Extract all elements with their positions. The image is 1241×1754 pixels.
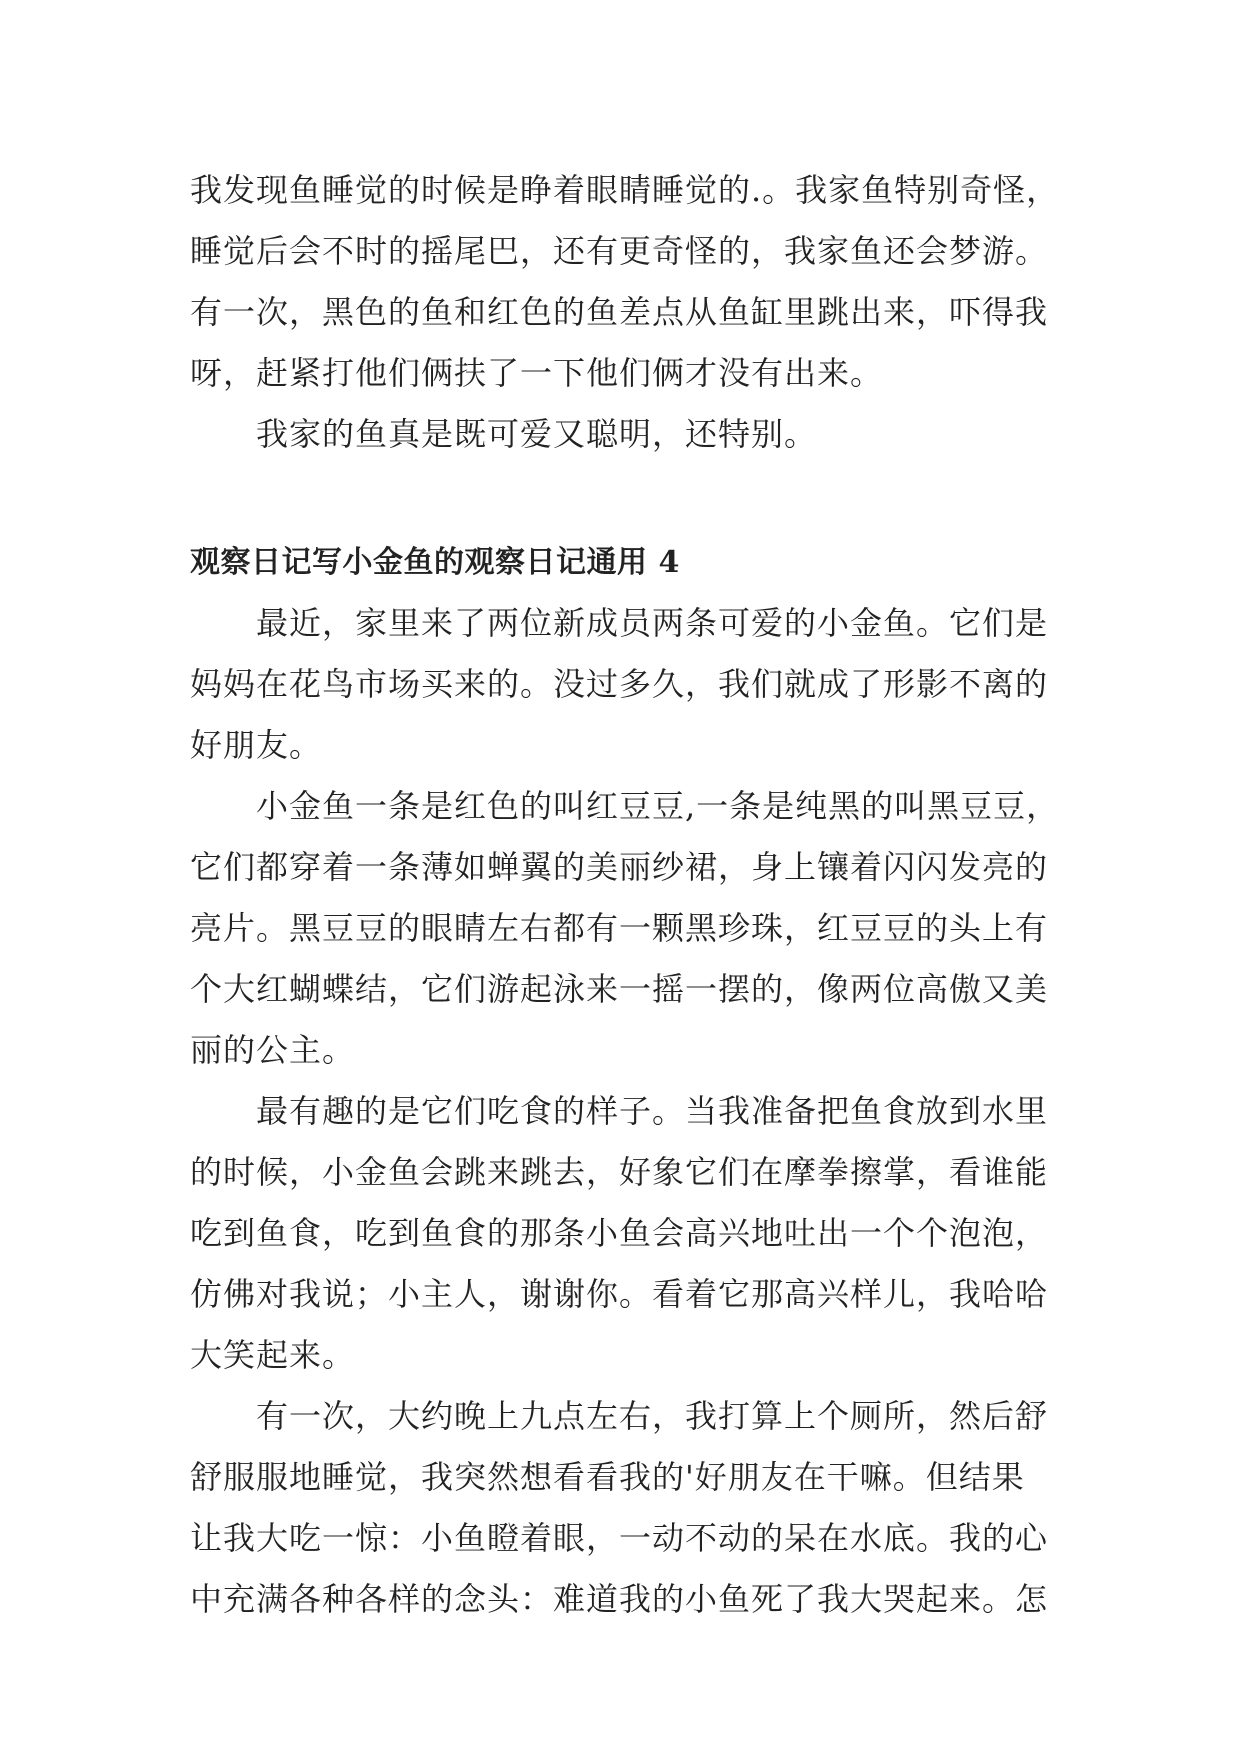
- text-line: 吃到鱼食，吃到鱼食的那条小鱼会高兴地吐出一个个泡泡，: [190, 1214, 1049, 1252]
- paragraph-1: [190, 593, 1070, 776]
- paragraph-2: [190, 776, 1070, 1081]
- text-line: 妈妈在花鸟市场买来的。没过多久，我们就成了形影不离的: [190, 665, 1049, 703]
- text-line: 我家的鱼真是既可爱又聪明，还特别。: [256, 415, 818, 453]
- text-line: 睡觉后会不时的摇尾巴，还有更奇怪的，我家鱼还会梦游。: [190, 232, 1049, 270]
- text-line: 仿佛对我说；小主人，谢谢你。看着它那高兴样儿，我哈哈: [190, 1275, 1049, 1313]
- text-line: 丽的公主。: [190, 1031, 356, 1069]
- text-line: 亮片。黑豆豆的眼睛左右都有一颗黑珍珠，红豆豆的头上有: [190, 909, 1049, 947]
- document-body: [190, 160, 1070, 1630]
- text-line: 中充满各种各样的念头：难道我的小鱼死了我大哭起来。怎: [190, 1580, 1049, 1618]
- text-line: 最近，家里来了两位新成员两条可爱的小金鱼。它们是: [256, 604, 1049, 642]
- text-line: 大笑起来。: [190, 1336, 356, 1374]
- text-line: 我发现鱼睡觉的时候是睁着眼睛睡觉的.。我家鱼特别奇怪，: [190, 171, 1060, 209]
- text-line: 小金鱼一条是红色的叫红豆豆,一条是纯黑的叫黑豆豆，: [256, 787, 1060, 825]
- paragraph-3: [190, 1081, 1070, 1386]
- text-line: 最有趣的是它们吃食的样子。当我准备把鱼食放到水里: [256, 1092, 1049, 1130]
- intro-paragraph: [190, 160, 1070, 404]
- closing-paragraph: [190, 404, 1070, 465]
- text-line: 个大红蝴蝶结，它们游起泳来一摇一摆的，像两位高傲又美: [190, 970, 1049, 1008]
- text-line: 舒服服地睡觉，我突然想看看我的'好朋友在干嘛。但结果: [190, 1458, 1025, 1496]
- section-title: 观察日记写小金鱼的观察日记通用 4: [190, 545, 680, 580]
- text-line: 的时候，小金鱼会跳来跳去，好象它们在摩拳擦掌，看谁能: [190, 1153, 1049, 1191]
- text-line: 有一次，大约晚上九点左右，我打算上个厕所，然后舒: [256, 1397, 1049, 1435]
- text-line: 呀，赶紧打他们俩扶了一下他们俩才没有出来。: [190, 354, 884, 392]
- text-line: 有一次，黑色的鱼和红色的鱼差点从鱼缸里跳出来，吓得我: [190, 293, 1049, 331]
- text-line: 它们都穿着一条薄如蝉翼的美丽纱裙，身上镶着闪闪发亮的: [190, 848, 1049, 886]
- paragraph-4: [190, 1386, 1070, 1630]
- text-line: 让我大吃一惊：小鱼瞪着眼，一动不动的呆在水底。我的心: [190, 1519, 1049, 1557]
- text-line: 好朋友。: [190, 726, 323, 764]
